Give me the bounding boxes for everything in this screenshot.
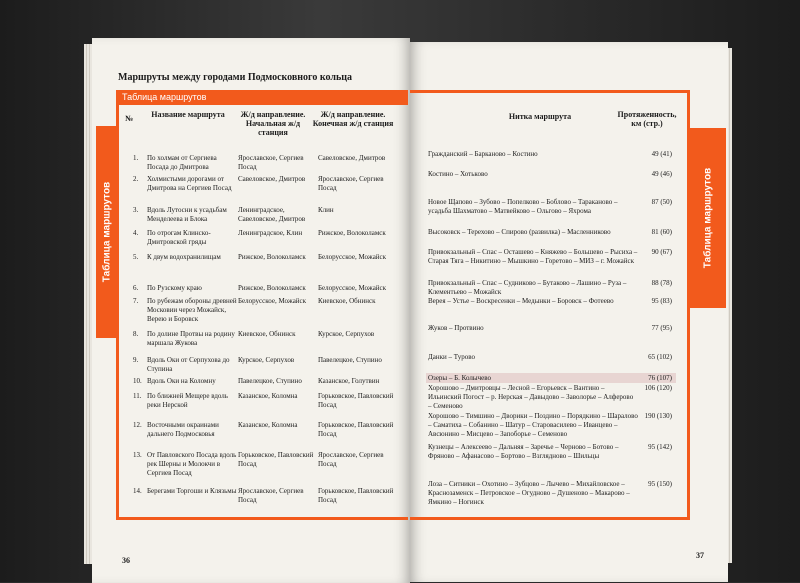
start-station: Горьковское, Павловский Посад [238, 451, 314, 468]
route-thread: Привокзальный – Спас – Осташево – Княжево – Большево – Рысиха – Старая Тяга – Никитино – Мышкино – Горетово – МИЗ – г. Можайск [428, 248, 638, 265]
end-station: Савеловское, Дмитров [318, 154, 386, 162]
col-header-name: Название маршрута [151, 110, 225, 119]
route-name: По долине Протвы на родину маршала Жукова [147, 330, 235, 347]
route-thread: Хорошово – Дмитровцы – Лесной – Егорьевск – Вантино – Ильинский Погост – р. Нерская – Давыдово – Заволорье – Алферово – Семеново [428, 384, 634, 410]
end-station: Ярославское, Сергиев Посад [318, 451, 384, 468]
end-station: Клин [318, 206, 334, 214]
route-thread: Гражданский – Барканово – Костино [428, 150, 538, 158]
row-number: 8. [133, 330, 139, 338]
end-station: Казанское, Голутвин [318, 377, 380, 385]
start-station: Павелецкое, Ступино [238, 377, 302, 385]
route-length: 65 (102) [648, 353, 672, 361]
start-station: Казанское, Коломна [238, 392, 298, 400]
route-length: 190 (130) [644, 412, 672, 420]
route-name: К двум водохранилищам [147, 253, 221, 261]
row-number: 7. [133, 297, 139, 305]
page-title: Маршруты между городами Подмосковного кольца [118, 72, 353, 83]
route-thread: Высоковск – Терехово – Спирово (развилка) – Масленниково [428, 228, 611, 236]
end-station: Горьковское, Павловский Посад [318, 421, 394, 438]
route-thread: Кузнецы – Алексеево – Дальняя – Заречье – Черново – Ботово – Фряново – Афанасово – Бортово – Взглядново – Шильцы [428, 443, 619, 460]
route-thread: Хорошово – Тимшино – Дворики – Поздино – Порядкино – Шаралово – Саматиха – Собанино – Шатур – Старовасилево – Иванцево – Авсюнино – Мисцево – Запоборье – Семеново [428, 412, 638, 438]
col-header-thread: Нитка маршрута [508, 112, 572, 121]
start-station: Казанское, Коломна [238, 421, 298, 429]
start-station: Савеловское, Дмитров [238, 175, 306, 183]
end-station: Горьковское, Павловский Посад [318, 392, 394, 409]
route-name: От Павловского Посада вдоль рек Шерны и Молокчи в Сергиев Посад [147, 451, 237, 477]
col-header-end: Ж/д направление. Конечная ж/д станция [312, 110, 394, 128]
row-number: 12. [133, 421, 142, 429]
route-length: 95 (142) [648, 443, 672, 451]
route-length: 49 (46) [651, 170, 672, 178]
start-station: Ленинградское, Савеловское, Дмитров [238, 206, 306, 223]
start-station: Белорусское, Можайск [238, 297, 307, 305]
end-station: Рижское, Волоколамск [318, 229, 386, 237]
route-length: 106 (120) [644, 384, 672, 392]
row-number: 9. [133, 356, 139, 364]
route-thread: Жуков – Протвино [428, 324, 484, 332]
route-thread: Привокзальный – Спас – Судниково – Бутаково – Лашино – Руза – Клементьево – Можайск [428, 279, 627, 296]
start-station: Рижское, Волоколамск [238, 284, 306, 292]
route-thread: Озеры – Б. Колычево [428, 374, 491, 382]
row-number: 14. [133, 487, 142, 495]
col-header-start: Ж/д направление. Начальная ж/д станция [240, 110, 306, 137]
start-station: Ярославское, Сергиев Посад [238, 154, 304, 171]
route-thread: Лоза – Ситники – Охотино – Зубцово – Лычево – Михайловское – Краснозаменск – Петровское – Огудново – Душеново – Макарово – Ямкино – Ногинск [428, 480, 630, 506]
end-station: Курское, Серпухов [318, 330, 375, 338]
side-tab-left-label: Таблица маршрутов [101, 181, 113, 283]
end-station: Павелецкое, Ступино [318, 356, 382, 364]
route-name: По отрогам Клинско-Дмитровской гряды [147, 229, 211, 246]
row-number: 1. [133, 154, 139, 162]
route-name: Вдоль Оки от Серпухова до Ступина [147, 356, 230, 373]
table-header-bar: Таблица маршрутов [116, 90, 408, 105]
start-station: Курское, Серпухов [238, 356, 295, 364]
start-station: Ленинградское, Клин [238, 229, 303, 237]
end-station: Горьковское, Павловский Посад [318, 487, 394, 504]
route-name: Восточными окраинами дальнего Подмосковья [147, 421, 219, 438]
row-number: 3. [133, 206, 139, 214]
row-number: 10. [133, 377, 142, 385]
route-thread: Верея – Устье – Воскресенки – Медынки – Боровск – Фотеево [428, 297, 614, 305]
page-number-left: 36 [122, 556, 130, 565]
row-number: 13. [133, 451, 142, 459]
route-length: 87 (50) [651, 198, 672, 206]
route-length: 95 (83) [651, 297, 672, 305]
route-length: 88 (78) [651, 279, 672, 287]
route-name: Вдоль Лутосни к усадьбам Менделеева и Блока [147, 206, 227, 223]
route-name: Вдоль Оки на Коломну [147, 377, 216, 385]
route-length: 81 (60) [651, 228, 672, 236]
row-number: 11. [133, 392, 142, 400]
end-station: Белорусское, Можайск [318, 253, 387, 261]
route-length: 76 (107) [648, 374, 672, 382]
end-station: Белорусское, Можайск [318, 284, 387, 292]
col-header-length: Протяженность, км (стр.) [617, 110, 677, 128]
side-tab-right-label: Таблица маршрутов [702, 167, 714, 269]
route-thread: Новое Щапово – Зубово – Попелково – Бобловo – Тараканово – усадьба Шахматово – Матвейково – Ольгово – Яхрома [428, 198, 618, 215]
start-station: Киевское, Обнинск [238, 330, 296, 338]
start-station: Рижское, Волоколамск [238, 253, 306, 261]
row-number: 6. [133, 284, 139, 292]
route-thread: Данки – Турово [428, 353, 475, 361]
route-thread: Костино – Хотьково [428, 170, 488, 178]
row-number: 2. [133, 175, 139, 183]
route-name: По ближней Мещере вдоль реки Нерской [147, 392, 228, 409]
route-length: 49 (41) [651, 150, 672, 158]
row-number: 5. [133, 253, 139, 261]
end-station: Ярославское, Сергиев Посад [318, 175, 384, 192]
end-station: Киевское, Обнинск [318, 297, 376, 305]
page-number-right: 37 [696, 551, 704, 560]
route-name: По рубежам обороны древней Московии через Можайск, Верею и Боровск [147, 297, 237, 323]
start-station: Ярославское, Сергиев Посад [238, 487, 304, 504]
route-length: 90 (67) [651, 248, 672, 256]
route-length: 95 (150) [648, 480, 672, 488]
route-name: Холмистыми дорогами от Дмитрова на Сергиев Посад [147, 175, 232, 192]
route-length: 77 (95) [651, 324, 672, 332]
route-name: Берегами Торгоши и Клязьмы [147, 487, 237, 495]
row-number: 4. [133, 229, 139, 237]
route-name: По Рузскому краю [147, 284, 202, 292]
col-header-num: № [124, 114, 134, 123]
route-name: По холмам от Сергиева Посада до Дмитрова [147, 154, 217, 171]
